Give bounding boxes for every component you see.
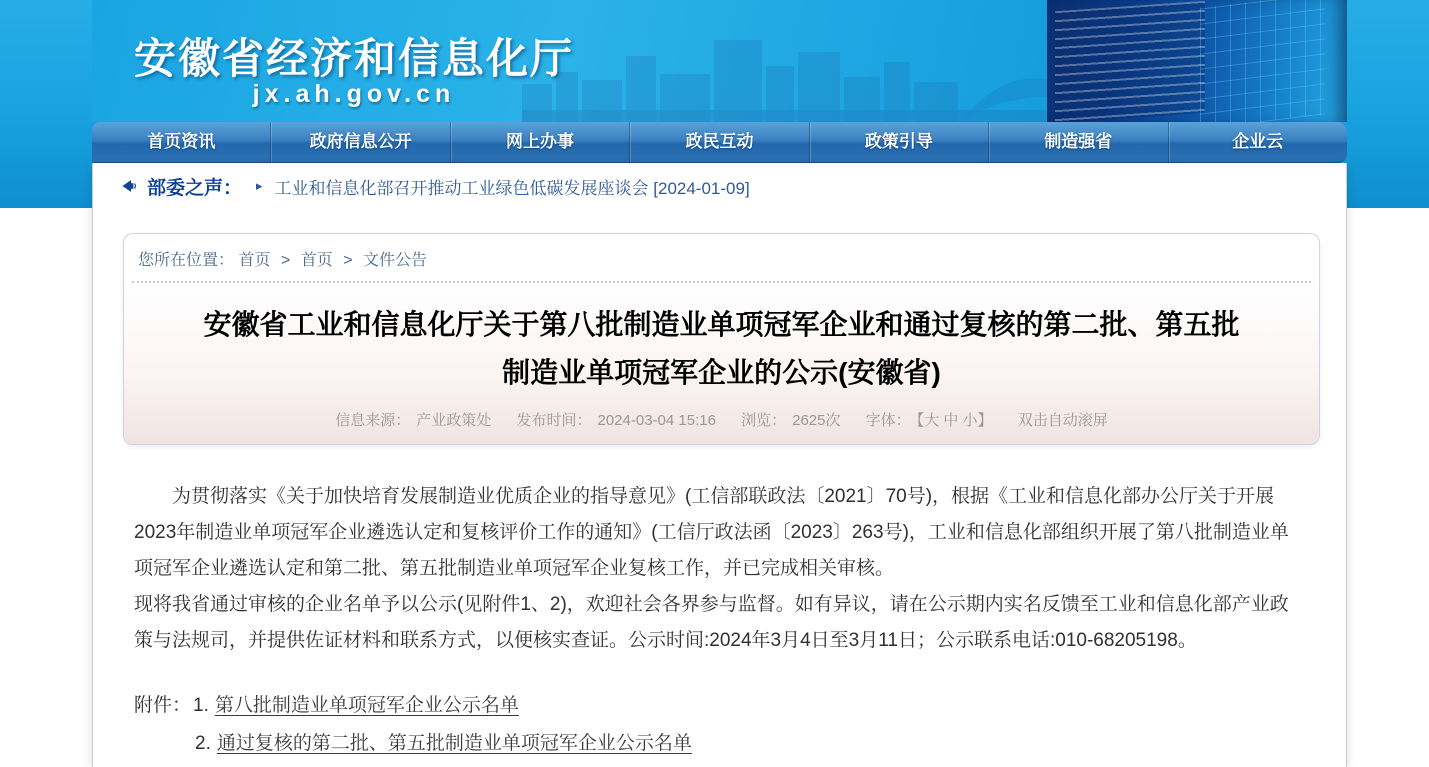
article-header-panel [123,233,1320,445]
article-body [134,479,1296,763]
nav-item-interaction[interactable]: 政民互动 [629,122,808,162]
article-title-line2: 制造业单项冠军企业的公示(安徽省) [502,357,941,388]
meta-time-label: 发布时间： [516,412,592,429]
nav-item-online[interactable]: 网上办事 [450,122,629,162]
attachment-row-2 [134,725,1296,763]
content-shell [92,163,1347,767]
nav-item-policy[interactable]: 政策引导 [809,122,988,162]
meta-source-value: 产业政策处 [416,412,492,429]
meta-views-label: 浏览： [741,412,787,429]
nav-item-gov-info[interactable]: 政府信息公开 [270,122,449,162]
attachment-link-1[interactable]: 第八批制造业单项冠军企业公示名单 [214,695,519,716]
breadcrumb [124,234,1319,281]
meta-font-label: 字体： [865,412,911,429]
site-banner [92,0,1347,122]
meta-time-value: 2024-03-04 15:16 [597,412,716,429]
header-photo-collage [1047,0,1347,122]
meta-source-label: 信息来源： [335,412,411,429]
attachment-link-2[interactable]: 通过复核的第二批、第五批制造业单项冠军企业公示名单 [216,733,692,754]
article-meta [124,403,1319,444]
ticker-label: 部委之声： [147,177,243,199]
article-paragraph-1: 为贯彻落实《关于加快培育发展制造业优质企业的指导意见》(工信部联政法〔2021〕70号)，根据《工业和信息化部办公厅关于开展2023年制造业单项冠军企业遴选认定和复核评价工作的通知》(工信厅政法函〔2023〕263号)，工业和信息化部组织开展了第八批制造业单项冠军企业遴选认定和第二批、第五批制造业单项冠军企业复核工作，并已完成相关审核。 [134,486,1289,579]
site-url: jx.ah.gov.cn [252,80,456,108]
article-title-block [124,283,1319,444]
nav-item-manufacture[interactable]: 制造强省 [988,122,1167,162]
attachment-number-2: 2. [195,733,211,754]
auto-scroll-hint[interactable]: 双击自动滚屏 [1017,412,1108,429]
nav-item-cloud[interactable]: 企业云 [1168,122,1347,162]
site-title: 安徽省经济和信息化厅 [133,35,574,82]
breadcrumb-prefix: 您所在位置： [138,252,235,269]
main-nav [92,122,1347,163]
article-title-line1: 安徽省工业和信息化厅关于第八批制造业单项冠军企业和通过复核的第二批、第五批 [203,309,1240,340]
article-title [124,283,1319,403]
breadcrumb-link-home[interactable]: 首页 [238,252,271,269]
font-size-options[interactable]: 【大 中 小】 [916,412,993,429]
chevron-right-icon: ▸ [256,178,263,193]
attachment-number-1: 1. [193,695,209,716]
attachments [134,687,1296,763]
breadcrumb-separator: > [280,252,291,269]
breadcrumb-separator: > [343,252,353,269]
news-ticker [93,163,1346,209]
speaker-icon [121,178,137,194]
article-paragraph-2: 现将我省通过审核的企业名单予以公示(见附件1、2)，欢迎社会各界参与监督。如有异议，请在公示期内实名反馈至工业和信息化部产业政策与法规司，并提供佐证材料和联系方式，以便核实查证。公示时间:2024年3月4日至3月11日；公示联系电话:010-68205198。 [134,594,1289,651]
breadcrumb-link-announcements[interactable]: 文件公告 [363,252,428,269]
meta-views-value: 2625次 [792,412,841,429]
ticker-news-link[interactable]: 工业和信息化部召开推动工业绿色低碳发展座谈会 [2024-01-09] [274,178,750,198]
nav-item-home[interactable]: 首页资讯 [147,132,216,151]
breadcrumb-link-home2[interactable]: 首页 [300,252,333,269]
attachments-label: 附件： [134,695,192,716]
attachment-row-1 [134,687,1296,725]
